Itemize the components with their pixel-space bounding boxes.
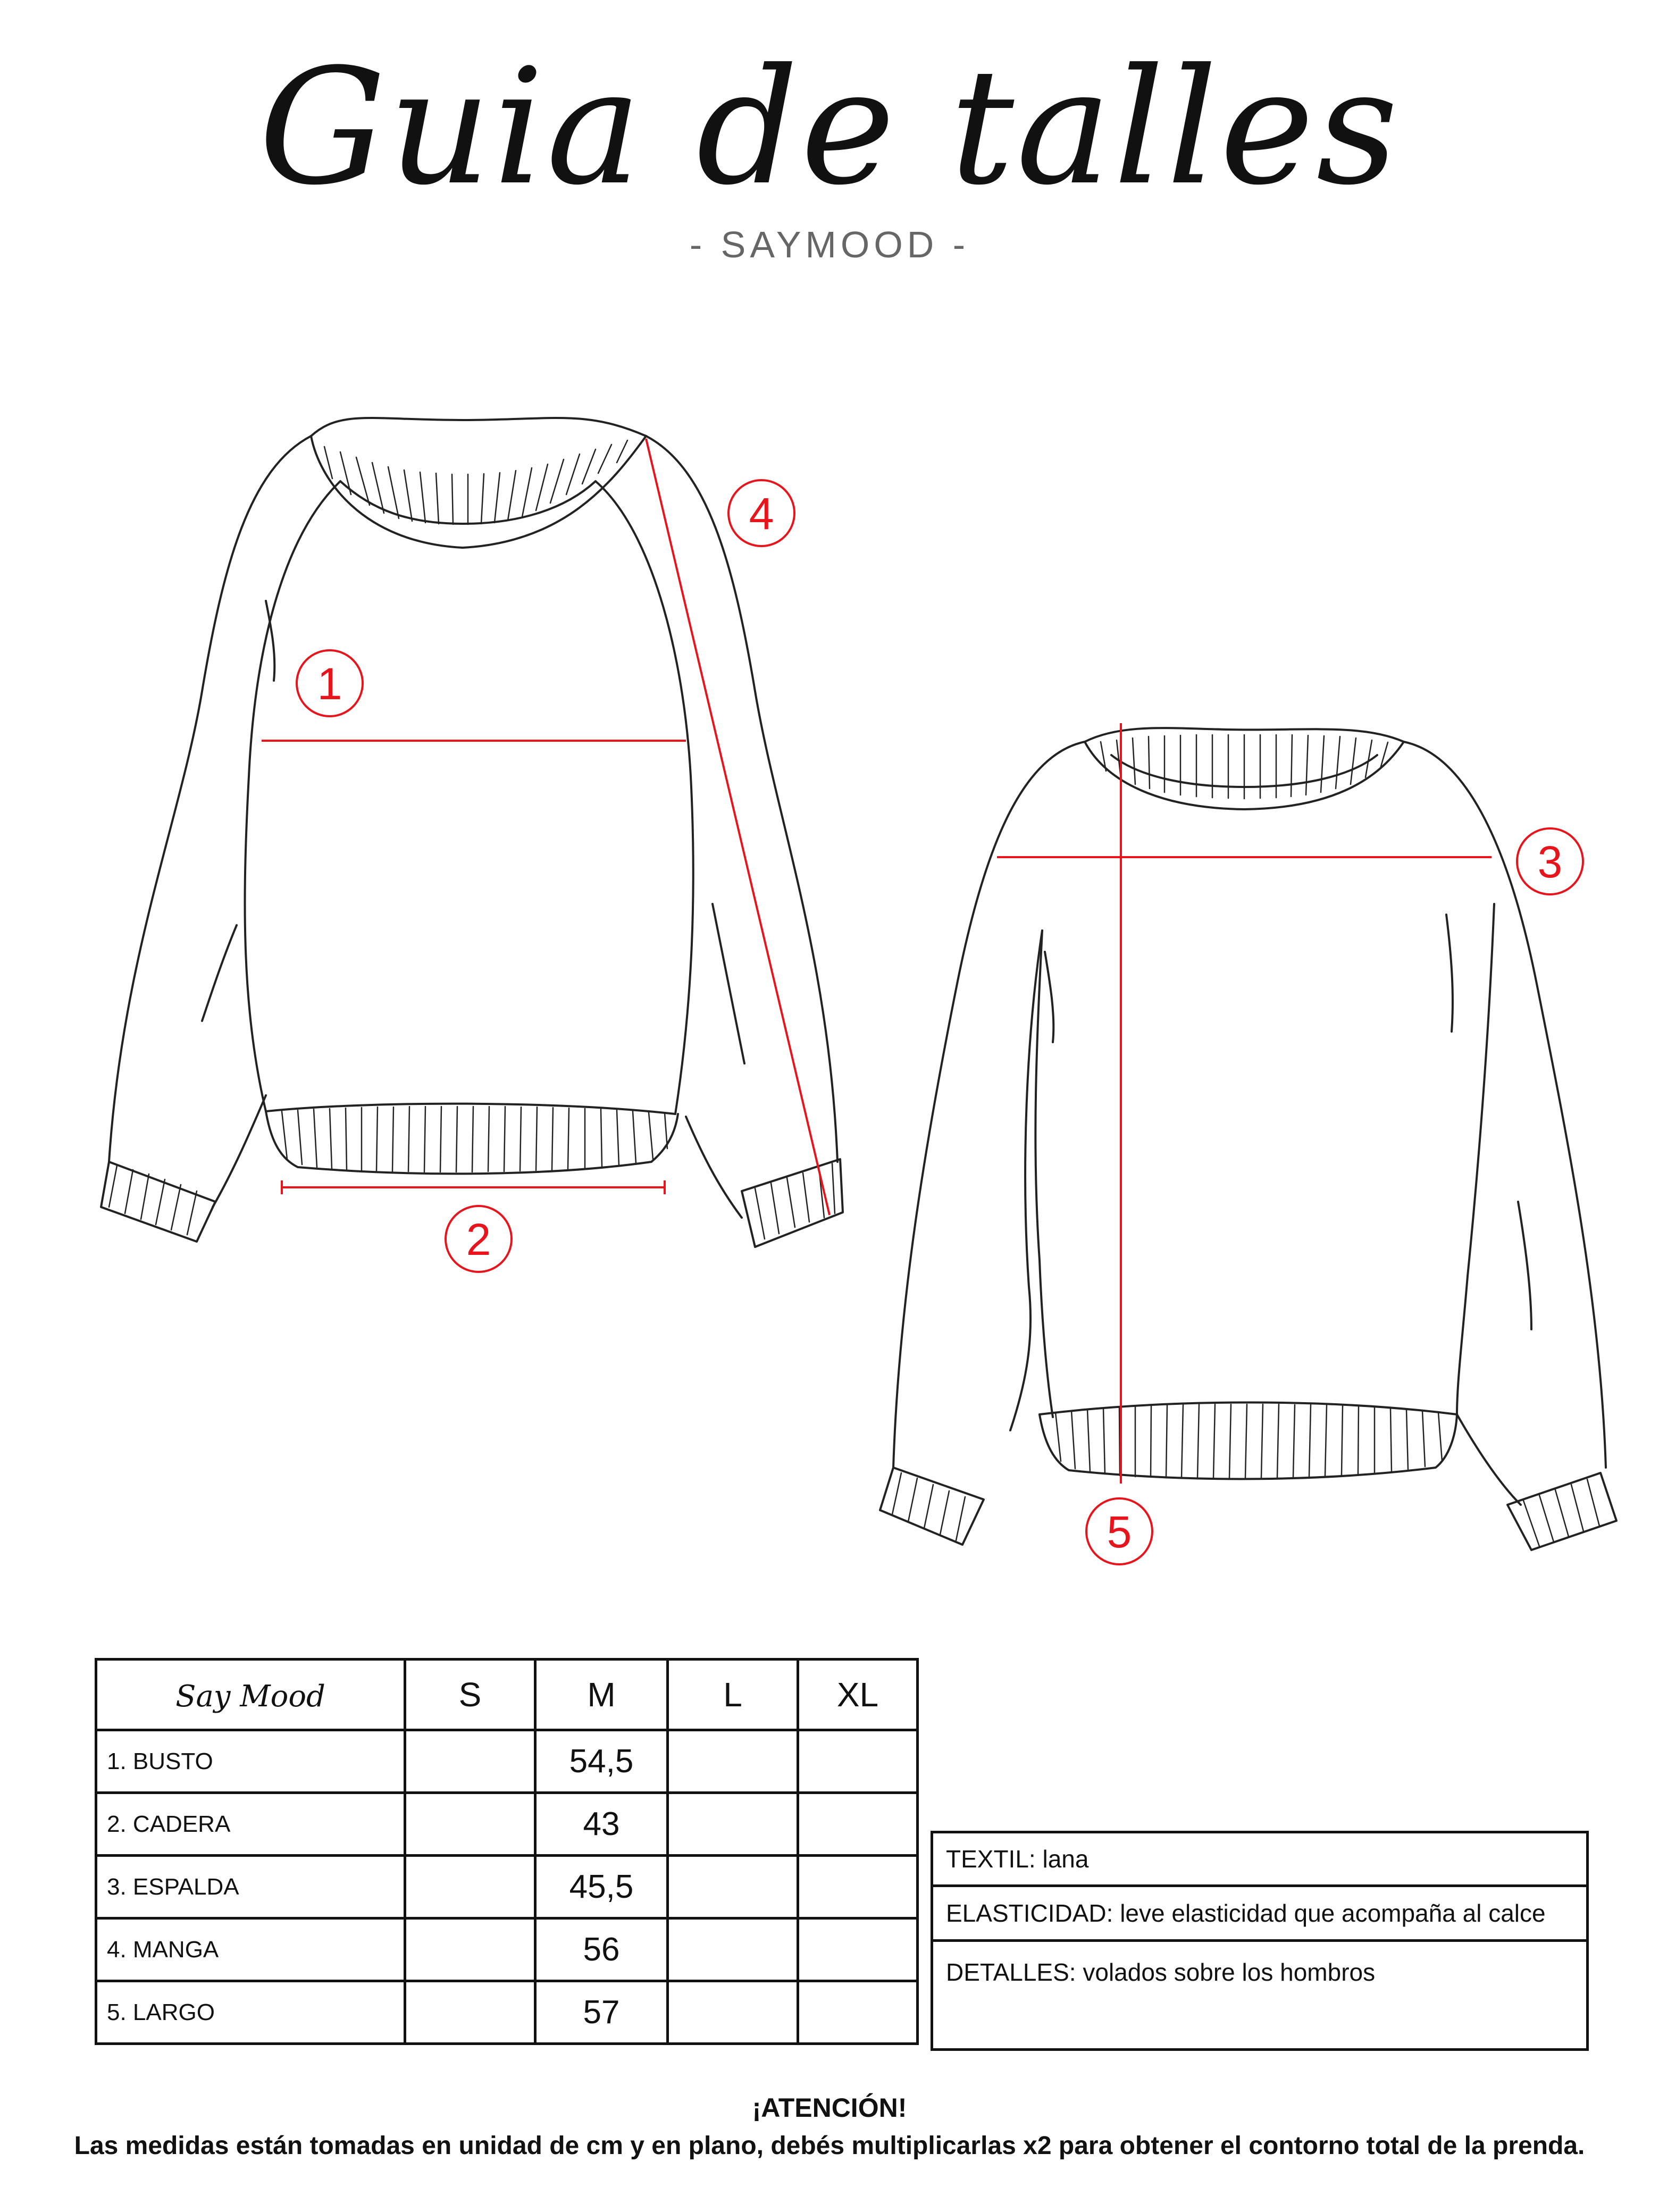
cell-value: 56 [535, 1918, 668, 1981]
cell-value [798, 1856, 918, 1918]
garment-info-table [931, 1831, 1589, 2051]
measurement-notice: Las medidas están tomadas en unidad de cm y en plano, debés multiplicarlas x2 para obtener el contorno total de la prenda. [74, 2132, 1585, 2160]
size-table [95, 1658, 919, 2045]
marker-4 [728, 480, 794, 546]
marker-5 [1086, 1498, 1152, 1564]
cell-value [405, 1856, 535, 1918]
marker-1-label: 1 [317, 659, 342, 709]
size-header-xl: XL [798, 1660, 918, 1730]
cell-value [798, 1981, 918, 2044]
attention-heading: ¡ATENCIÓN! [752, 2093, 907, 2123]
brand-signature-text: Say Mood [175, 1679, 325, 1714]
size-header-l: L [668, 1660, 798, 1730]
table-row [96, 1793, 918, 1856]
cell-value: 57 [535, 1981, 668, 2044]
table-row [96, 1730, 918, 1793]
table-row [96, 1981, 918, 2044]
info-detalles: DETALLES: volados sobre los hombros [932, 1941, 1588, 2050]
size-table-header [96, 1660, 918, 1730]
cell-value [668, 1730, 798, 1793]
marker-3 [1517, 828, 1583, 894]
cell-value [405, 1918, 535, 1981]
cell-value [798, 1918, 918, 1981]
marker-4-label: 4 [749, 489, 774, 539]
cell-value [668, 1981, 798, 2044]
row-label: 4. MANGA [96, 1918, 405, 1981]
marker-2-label: 2 [466, 1214, 491, 1264]
row-label: 2. CADERA [96, 1793, 405, 1856]
sweater-front-drawing [101, 418, 843, 1247]
info-elasticidad: ELASTICIDAD: leve elasticidad que acompaña al calce [932, 1886, 1588, 1941]
brand-subtitle: - SAYMOOD - [689, 224, 970, 265]
row-label: 5. LARGO [96, 1981, 405, 2044]
table-row [96, 1856, 918, 1918]
marker-2 [446, 1206, 512, 1272]
cell-value [405, 1981, 535, 2044]
sweater-back-drawing [880, 728, 1616, 1550]
marker-3-label: 3 [1537, 837, 1563, 887]
measurement-markers [297, 480, 1583, 1564]
cell-value [798, 1793, 918, 1856]
table-row [96, 1918, 918, 1981]
page-title: Guia de talles [258, 35, 1401, 220]
cell-value [405, 1730, 535, 1793]
cell-value: 54,5 [535, 1730, 668, 1793]
size-header-m: M [535, 1660, 668, 1730]
cell-value [668, 1793, 798, 1856]
marker-1 [297, 650, 363, 716]
size-header-s: S [405, 1660, 535, 1730]
cell-value [798, 1730, 918, 1793]
measurement-lines [262, 439, 1492, 1484]
cell-value [668, 1918, 798, 1981]
marker-5-label: 5 [1107, 1507, 1132, 1557]
brand-signature [96, 1660, 405, 1730]
cell-value: 45,5 [535, 1856, 668, 1918]
cell-value [405, 1793, 535, 1856]
row-label: 3. ESPALDA [96, 1856, 405, 1918]
cell-value [668, 1856, 798, 1918]
measure-line-4 [646, 439, 830, 1215]
cell-value: 43 [535, 1793, 668, 1856]
info-textil: TEXTIL: lana [932, 1832, 1588, 1886]
row-label: 1. BUSTO [96, 1730, 405, 1793]
